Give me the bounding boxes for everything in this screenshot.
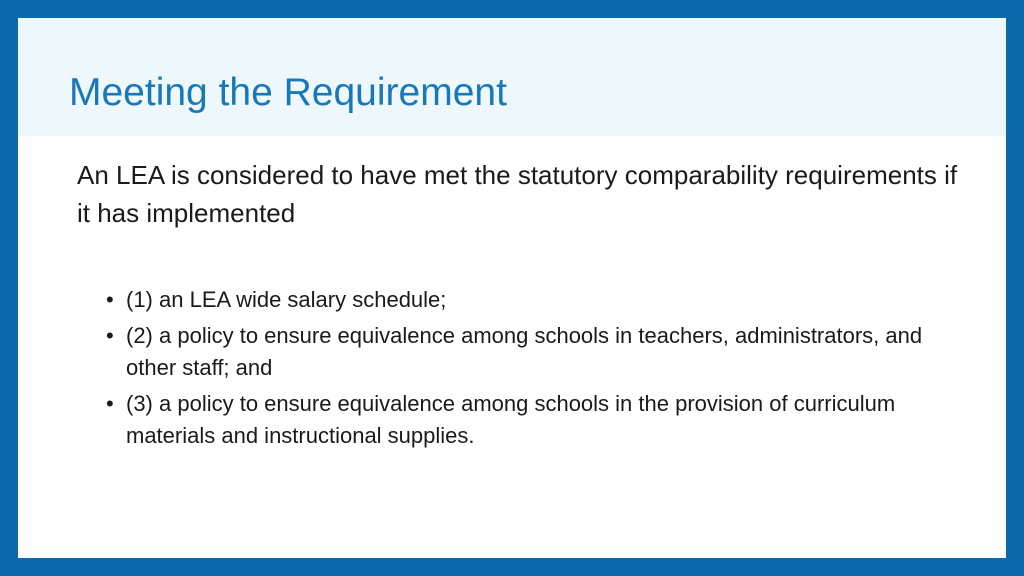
title-band [18, 18, 1006, 136]
slide-title: Meeting the Requirement [69, 71, 507, 114]
list-item-text: (1) an LEA wide salary schedule; [126, 287, 447, 312]
list-item [100, 388, 970, 452]
intro-paragraph: An LEA is considered to have met the statutory comparability requirements if it has implemented [77, 160, 958, 228]
list-item-text: (3) a policy to ensure equivalence among schools in the provision of curriculum materials and instructional supplies. [126, 391, 896, 448]
list-item [100, 320, 970, 384]
slide-canvas [18, 18, 1006, 558]
list-item-text: (2) a policy to ensure equivalence among schools in teachers, administrators, and other staff; and [126, 323, 923, 380]
list-item [100, 284, 970, 316]
bullet-icon: • [106, 323, 114, 348]
bullet-icon: • [106, 391, 114, 416]
bullet-icon: • [106, 287, 114, 312]
requirements-list [100, 284, 970, 456]
